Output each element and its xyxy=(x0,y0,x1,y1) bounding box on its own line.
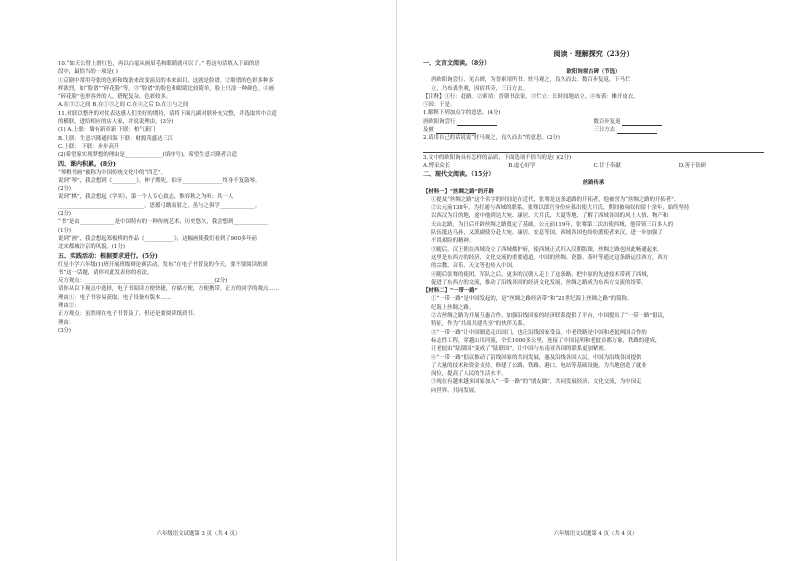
section-heading: 五、实践活动：根据要求进行。(5分) xyxy=(58,252,158,260)
material-line: ②古丝绸之路为开展互惠合作，加强沿线国家的经济联系提供了平台，中国提出了“一带一路”倡议， xyxy=(431,313,669,320)
right-page xyxy=(397,0,794,561)
question-3-option: D.善于钻研 xyxy=(678,162,707,169)
material-line: 不畏艰险的精神。 xyxy=(431,238,475,245)
material-line: 促进了东西方的交流，推动了沿线各国的经济文化发展，丝绸之路成为东西方交流的纽带。 xyxy=(431,279,647,286)
question-1-row xyxy=(423,126,764,134)
answer-blank xyxy=(617,127,657,134)
material-1-text-3 xyxy=(423,271,764,288)
reading-section-heading: 阅读 · 理解探究（23分） xyxy=(553,49,634,58)
material-1-text-2 xyxy=(423,246,764,271)
text-line: ①京剧中常用夸张的色彩和线条来改变演员的本来面目，这就是脸谱。②脸谱的色彩多种多 xyxy=(58,77,274,84)
text-line: 样浓烈，如“脸谱”“碎花脸”等。③“脸谱”的脸色和眼睛比较简单，脸上只涂一种颜色。④画 xyxy=(58,85,274,92)
classical-reading-heading: 一、文言文阅读。（8分） xyxy=(423,60,491,67)
text-line: “书”是由_____________是中国特有的一种传统艺术，历史悠久，我会想到_____________ xyxy=(58,219,269,226)
question-3-option: B.虚心好学 xyxy=(508,162,536,169)
text-line: (2分) xyxy=(58,186,72,193)
answer-blank xyxy=(622,119,662,126)
note-line: 【注释】①行：赶路。②索靖：晋朝书法家。③伫立：长时间地站立。④布裘：摊开皮衣。 xyxy=(423,93,639,100)
text-line: (2)希望家实现梦想的理由是______________(填序号)，希望生意兴隆者合适 xyxy=(58,152,237,159)
text-line: 北宋都城汴京的风貌。(1分) xyxy=(58,244,125,251)
left-page-content xyxy=(58,60,379,335)
question-1-item: 数百步复返 xyxy=(594,118,765,126)
material-line: ①“一带一路”是中国发起的，是“丝绸之路经济带”和“21世纪海上丝绸之路”的简称。 xyxy=(431,296,633,303)
classical-passage xyxy=(423,76,764,93)
question-3-options xyxy=(423,162,764,170)
text-line: “碎花脸”也形容外的人，搭配复杂，色彩较多。 xyxy=(58,94,172,101)
material-line: 岗位，提高了人民的生活水平。 xyxy=(431,371,507,378)
text-line: 书”这一话题，请你对此发表你的看法。 xyxy=(58,269,153,276)
note-line: ⑤因：于是。 xyxy=(423,102,456,109)
text-line: 反方观点：________________________________________________(2分) xyxy=(58,278,228,285)
modern-reading-heading: 二、现代文阅读。（15分） xyxy=(423,171,495,179)
text-line: 理由： xyxy=(58,319,75,326)
text-line: 说到“琴”，我会想到《_________》，伸子期死，伯牙_______________终身不复鼓琴。 xyxy=(58,177,261,184)
material-line: 了大量的技术和资金支持，修建了公路、铁路、港口、电站等基础设施，为当地创造了就业 xyxy=(431,362,647,369)
text-line: C.上联： 下联：步步高升 xyxy=(58,143,120,150)
question-1-item: 及被 xyxy=(423,126,594,134)
text-line: (3分) xyxy=(58,327,72,334)
material-line: ③“一带一路”让中国制造走出国门，也让沿线国家受益。中老铁路是中国和老挝两国合作的 xyxy=(431,329,647,336)
question-1-item: 三日方去 xyxy=(594,126,765,134)
text-line: 说到“棋”，我会想起《学弈》，第一个人专心致志，惟弈秋之为听；其一人 xyxy=(58,194,234,201)
text-line: ________________________________，思援弓缴而射之，虽与之俱学_____________。 xyxy=(58,202,261,209)
text-line: 的横联，进给相应的店人家，并说说理由。(3分) xyxy=(58,119,174,126)
material-1-title: 【材料一】“丝绸之路”的开辟 xyxy=(423,188,494,195)
text-line: B.上联：生意兴隆通四海 下联：财源茂盛达三江 xyxy=(58,135,174,142)
answer-blank xyxy=(436,127,476,134)
material-line: 以西汉为目的地，途中他到达大宛、康居、大月氏、大夏等地，了解了西域各国的风土人情、物产和 xyxy=(431,213,669,220)
text-line: 红星小学六年级(1)班开展班级辩论赛活动，发布“在电子书普及的今天，要不要阅读纸质 xyxy=(58,261,268,268)
article-title: 丝路传承 xyxy=(582,180,605,187)
text-line: (2分) xyxy=(58,211,72,218)
material-line: 这里是东西方的经济、文化交流的重要通道。中国的丝绸、瓷器、茶叶等通过这条路运往西方，西方 xyxy=(431,254,669,261)
material-line: ④随后张骞的使团，军队之后，更多的汉朝人走上了这条路，把中原的先进技术带到了西域， xyxy=(431,271,653,278)
text-line: 11.对联以整齐的对仗表达感人们美好的期待，请将下面几副对联补充完整，并选取其中合适 xyxy=(58,110,277,117)
answer-blank xyxy=(457,119,497,126)
passage-line: 唐欧阳询尝行，见古碑，为晋索靖所书。驻马观之，良久而去。数百步复返，下马伫 xyxy=(431,77,631,84)
question-3: 3.文中的欧阳询具有怎样的品质，下面选项不恰当的是( )(2分) xyxy=(423,154,572,161)
material-2-text-2 xyxy=(423,329,764,379)
text-line: 说到“画”，我会想起郑板桥的作品《___________》，这幅画使我们看到了900多年前 xyxy=(58,235,258,242)
section-heading: 四、课内积累。(8分) xyxy=(58,160,116,168)
text-line: 正方观点：虽然现在电子书普及了，但还是要阅读纸质书。 xyxy=(58,311,199,318)
material-line: ⑤现在有越来越多国家加入“一带一路”的“朋友圈”，共同发展经济、文化交流，为中国走 xyxy=(431,379,642,386)
material-2-title: 【材料二】“一带一路” xyxy=(423,288,478,295)
question-1: 1.解释下列加点字的意思。(4分) xyxy=(423,110,501,117)
text-line: “琴棋书画”被称为中国传统文化中的“四艺”。 xyxy=(58,169,167,176)
right-page-footer: 六年级语文试题第 4 页（共 4 页） xyxy=(553,531,638,537)
question-3-option: C.甘于奉献 xyxy=(593,162,621,169)
material-line: 标志性工程，穿越山川河流，全长1000多公里，连接了中国昆明和老挝首都万象，铁路的建成， xyxy=(431,337,661,344)
material-2-text-3 xyxy=(423,378,764,395)
text-line: 理由①：电子书容易获取，电子设备有版本…… xyxy=(58,294,172,301)
classical-notes xyxy=(423,93,764,110)
question-2: 2.请用自己的话说说“驻马观之，良久而去”的意思。(2分) xyxy=(423,135,560,142)
question-1-items xyxy=(423,118,764,135)
material-line: 纪海上丝绸之路。 xyxy=(431,304,475,311)
material-line: 向世界、共同发展。 xyxy=(431,387,480,394)
classical-text-title: 欧阳询观古碑（节选） xyxy=(566,69,621,75)
material-line: 的宗教、音乐、天文等也传入中国。 xyxy=(431,263,518,270)
material-line: 天山北路，为日后开辟丝绸之路奠定了基础。公元前119年，张骞第二次出使西域，他带领三百多人的 xyxy=(431,221,674,228)
answer-line xyxy=(423,144,764,153)
text-line: (1分) xyxy=(58,227,72,234)
question-1-row xyxy=(423,118,764,126)
text-line: 理由②： xyxy=(58,303,80,310)
left-page-footer: 六年级语文试题第 3 页（共 4 页） xyxy=(156,531,241,537)
material-line: 队伍抵达乌孙，又派副使分赴大宛、康居、安息等国，西域各国也纷纷派使者来汉，进一步加强了 xyxy=(431,230,663,237)
material-line: ②公元前138年，为打通与西域的联系，张骞以郎官身份应募出使大月氏，期间被匈奴扣留十余年，始终坚持 xyxy=(431,205,690,212)
text-line: 请你从以下观点中选择，电子书阅读方便快捷，存储方便，方便携带。正方的同学的观点…… xyxy=(58,286,280,293)
text-line: (1) A.上联：墙有新章新 下联：柏气新门 xyxy=(58,127,156,134)
text-line: 10.“如天公替上滑红色，再以白毫从画眉毛和眼睛就可以了。” 将这句话填入下面的语 xyxy=(58,61,260,67)
passage-line: 立，乃布裘坐观，因宿其旁，三日方去。 xyxy=(431,85,529,92)
text-line: 段中，最恰当的一项是( ) xyxy=(58,69,118,76)
material-line: ③随后，汉王朝在西域设立了西域都护府，使西域正式归入汉朝版图，丝绸之路也因此畅通起来。 xyxy=(431,246,663,253)
question-3-option: A.博采众长 xyxy=(423,162,451,169)
material-2-text xyxy=(423,295,764,328)
material-line: ①提及“丝绸之路”这个名字的时间是在近代，张骞是这条道路的开拓者，他被誉为“丝绸之路的开拓者”。 xyxy=(431,196,680,203)
material-line: 特征，作为“共商共建共享”的伙伴关系。 xyxy=(431,321,529,328)
text-line: A.在③②之间 B.在①③之间 C.在④之后 D.在①与之间 xyxy=(58,102,189,109)
question-1-item: 唐欧阳询尝行 xyxy=(423,118,594,126)
material-line: ④“一带一路”倡议推动了沿线国家的共同发展，惠及沿线各国人民。中国为沿线各国提供 xyxy=(431,354,642,361)
material-1-text xyxy=(423,196,764,246)
material-line: 让老挝由“陆锁国”变成了“陆联国”，让中国与东南亚各国的联系更加紧密。 xyxy=(431,346,610,353)
